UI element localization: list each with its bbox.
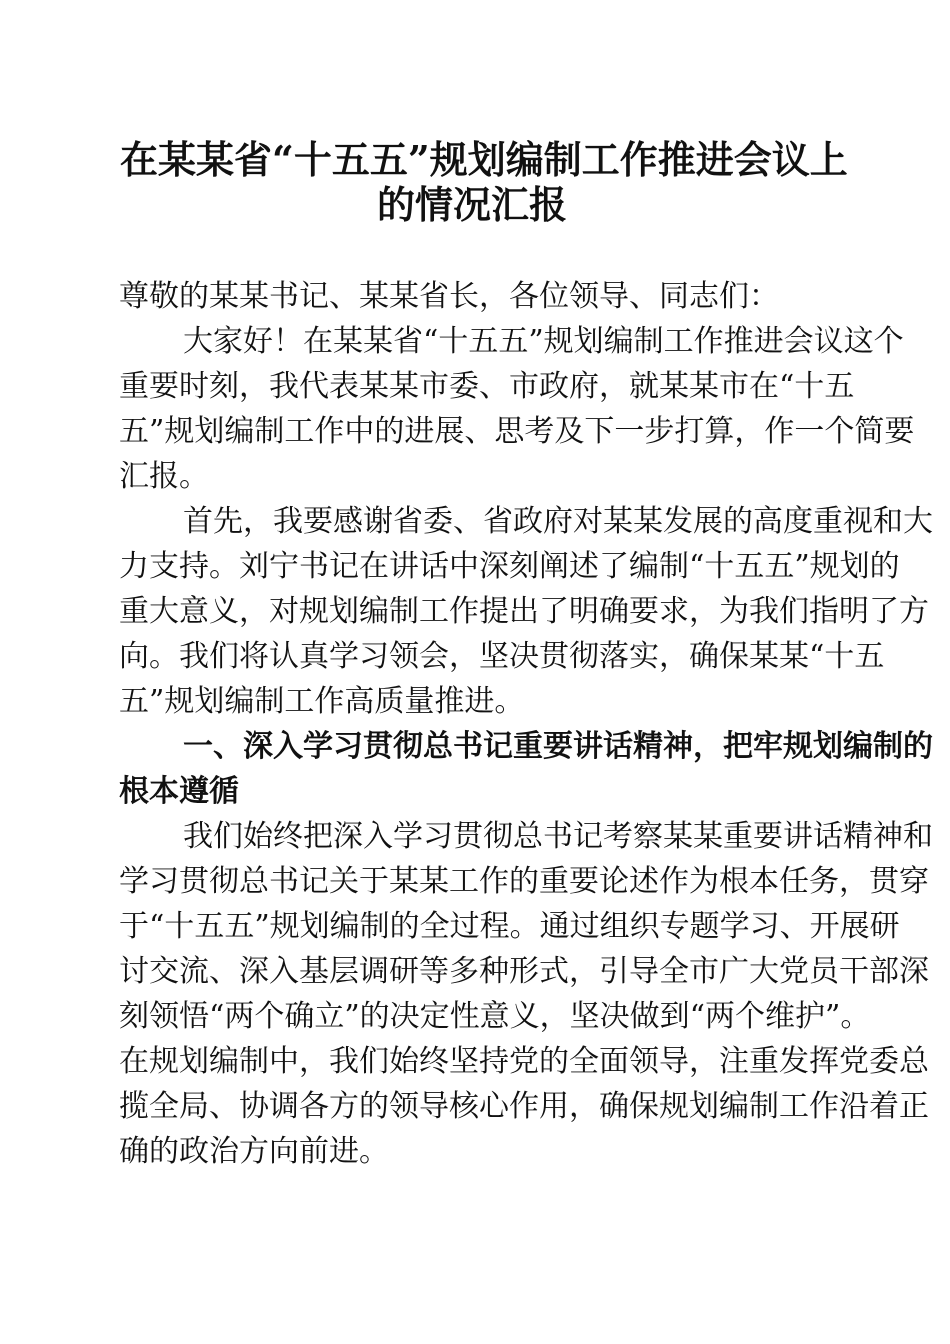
text-line: 重大意义，对规划编制工作提出了明确要求，为我们指明了方 xyxy=(119,594,929,629)
title-line-1: 在某某省“十五五”规划编制工作推进会议上 xyxy=(120,137,848,182)
text-line: 讨交流、深入基层调研等多种形式，引导全市广大党员干部深 xyxy=(119,954,929,989)
text-line: 汇报。 xyxy=(119,459,209,494)
text-line: 向。我们将认真学习领会，坚决贯彻落实，确保某某“十五 xyxy=(119,639,885,674)
text-line: 首先，我要感谢省委、省政府对某某发展的高度重视和大 xyxy=(183,504,933,539)
text-line: 确的政治方向前进。 xyxy=(119,1134,389,1169)
text-line: 力支持。刘宁书记在讲话中深刻阐述了编制“十五五”规划的 xyxy=(119,549,900,584)
document-body xyxy=(119,274,933,1174)
text-line: 刻领悟“两个确立”的决定性意义，坚决做到“两个维护”。 xyxy=(119,999,871,1034)
paragraph xyxy=(119,499,933,724)
text-line: 学习贯彻总书记关于某某工作的重要论述作为根本任务，贯穿 xyxy=(119,864,929,899)
section-heading xyxy=(119,724,933,814)
document-title xyxy=(120,137,848,227)
title-line-2: 的情况汇报 xyxy=(376,182,567,227)
paragraph xyxy=(119,814,933,1174)
text-line: 在规划编制中，我们始终坚持党的全面领导，注重发挥党委总 xyxy=(119,1044,929,1079)
text-line: 大家好！在某某省“十五五”规划编制工作推进会议这个 xyxy=(183,324,904,359)
text-line: 五”规划编制工作高质量推进。 xyxy=(119,684,525,719)
text-line: 揽全局、协调各方的领导核心作用，确保规划编制工作沿着正 xyxy=(119,1089,929,1124)
text-line: 一、深入学习贯彻总书记重要讲话精神，把牢规划编制的 xyxy=(183,729,933,764)
text-line: 五”规划编制工作中的进展、思考及下一步打算，作一个简要 xyxy=(119,414,915,449)
text-line: 我们始终把深入学习贯彻总书记考察某某重要讲话精神和 xyxy=(183,819,933,854)
paragraph xyxy=(119,319,915,499)
text-line: 重要时刻，我代表某某市委、市政府，就某某市在“十五 xyxy=(119,369,855,404)
salutation: 尊敬的某某书记、某某省长，各位领导、同志们： xyxy=(119,279,779,314)
text-line: 于“十五五”规划编制的全过程。通过组织专题学习、开展研 xyxy=(119,909,900,944)
text-line: 根本遵循 xyxy=(119,774,239,809)
